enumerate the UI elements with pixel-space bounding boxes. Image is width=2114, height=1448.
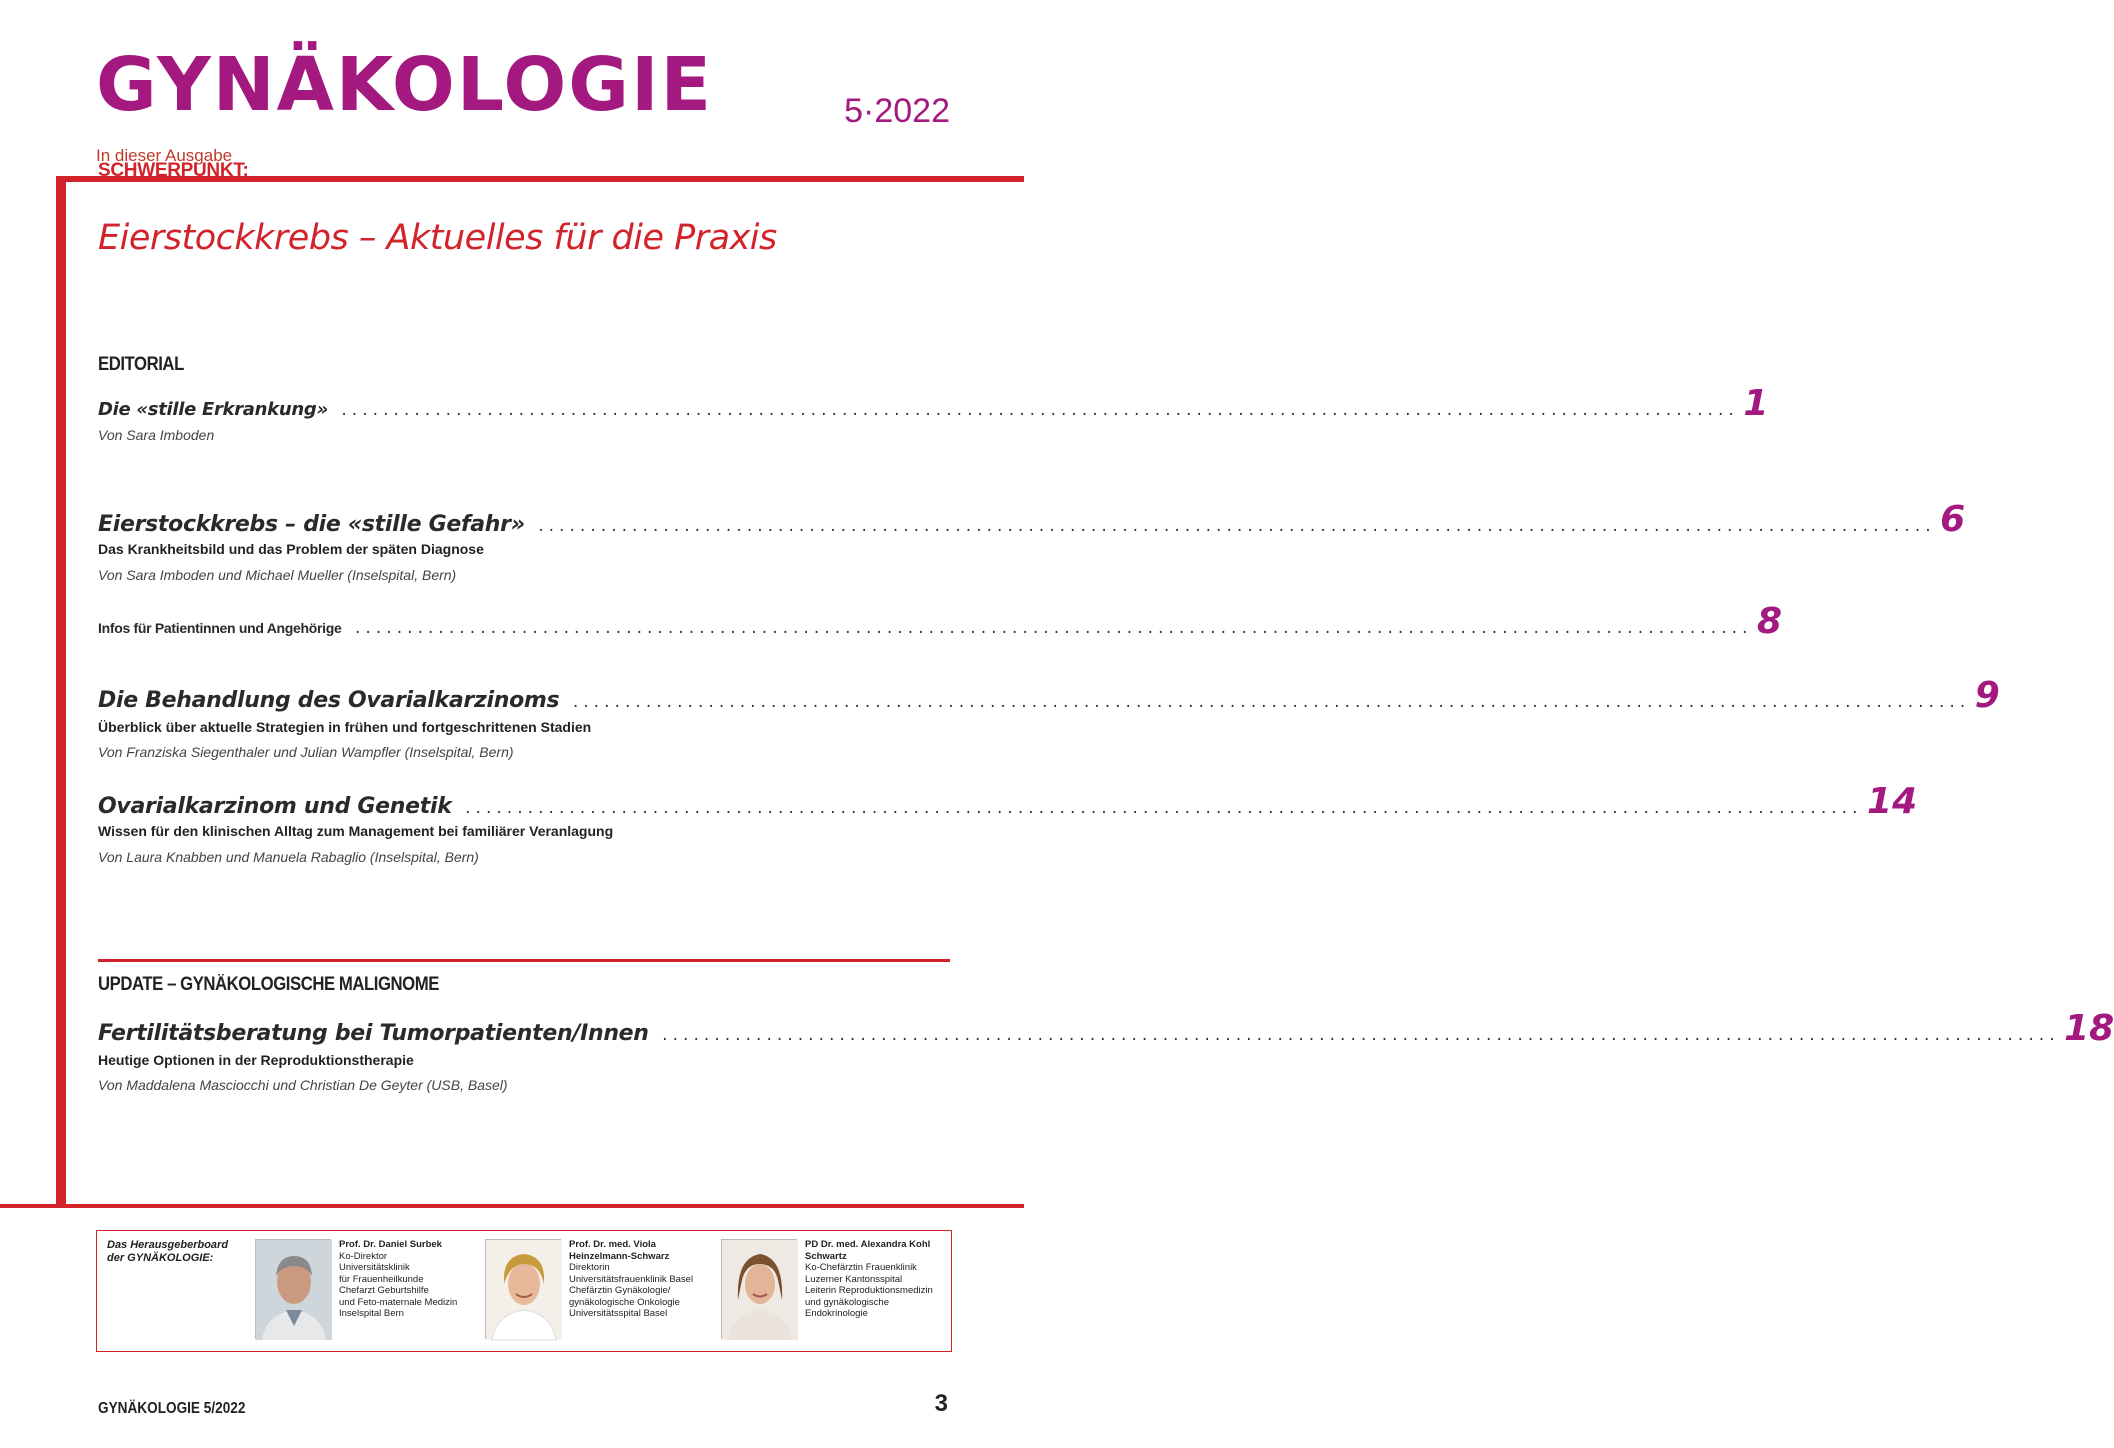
dot-leader: ......................................................................................................................................: [353, 621, 1751, 637]
board-member-role: Inselspital Bern: [339, 1308, 404, 1319]
issue-subtitle: In dieser Ausgabe: [96, 146, 233, 165]
toc-entry-subtitle: Wissen für den klinischen Alltag zum Management bei familiärer Veranlagung: [98, 823, 614, 839]
portrait-photo: [255, 1239, 331, 1339]
board-member-role: Universitätsfrauenklinik Basel: [569, 1273, 694, 1285]
toc-entry-subtitle: Überblick über aktuelle Strategien in frühen und fortgeschrittenen Stadien: [98, 719, 592, 735]
toc-entry-author: Von Maddalena Masciocchi und Christian De Geyter (USB, Basel): [98, 1077, 508, 1093]
toc-entry-title: Die «stille Erkrankung»: [98, 399, 328, 420]
board-member-role: Universitätsspital Basel: [569, 1308, 668, 1319]
board-member-role: Chefärztin Gynäkologie/: [569, 1285, 671, 1296]
portrait-photo: [485, 1239, 561, 1339]
toc-page-number: 18: [2064, 1008, 2114, 1049]
dot-leader: ......................................................................................................................................: [660, 1028, 2059, 1044]
footer-journal-issue: GYNÄKOLOGIE 5/2022: [98, 1400, 246, 1417]
toc-entry-title: Die Behandlung des Ovarialkarzinoms: [98, 688, 560, 713]
board-member-name: Prof. Dr. Daniel Surbek: [339, 1239, 442, 1250]
issue-number: 5·2022: [844, 92, 950, 130]
board-member-role: Universitätsklinik: [339, 1262, 410, 1273]
dot-leader: ......................................................................................................................................: [536, 519, 1935, 535]
toc-entry-editorial[interactable]: [98, 383, 1769, 424]
board-member-role: und Feto-maternale Medizin: [339, 1296, 458, 1308]
update-section-rule: [98, 959, 950, 962]
toc-entry-author: Von Sara Imboden: [98, 427, 215, 443]
journal-title: GYNÄKOLOGIE: [96, 42, 714, 128]
toc-page-number: 8: [1756, 601, 1783, 642]
toc-entry-author: Von Laura Knabben und Manuela Rabaglio (Inselspital, Bern): [98, 849, 479, 865]
toc-entry-article[interactable]: [98, 601, 1783, 642]
toc-entry-author: Von Sara Imboden und Michael Mueller (Inselspital, Bern): [98, 567, 457, 583]
footer-page-number: 3: [934, 1390, 948, 1417]
board-member-name: PD Dr. med. Alexandra Kohl Schwartz: [805, 1239, 931, 1262]
frame-bottom-rule: [0, 1204, 1024, 1208]
toc-entry-title: Infos für Patientinnen und Angehörige: [98, 620, 342, 636]
toc-entry-subtitle: Das Krankheitsbild und das Problem der späten Diagnose: [98, 541, 484, 557]
dot-leader: ......................................................................................................................................: [339, 403, 1738, 419]
board-member-role: Leiterin Reproduktionsmedizin: [805, 1285, 933, 1296]
board-member-name: Prof. Dr. med. Viola Heinzelmann-Schwarz: [569, 1239, 670, 1262]
editorial-board-box: [96, 1230, 952, 1352]
board-member-role: Chefarzt Geburtshilfe: [339, 1285, 429, 1296]
board-member-role: für Frauenheilkunde: [339, 1273, 424, 1285]
board-member-role: gynäkologische Onkologie: [569, 1296, 680, 1308]
toc-entry-title: Ovarialkarzinom und Genetik: [98, 794, 452, 819]
toc-page-number: 9: [1974, 675, 2000, 716]
dot-leader: ......................................................................................................................................: [463, 801, 1862, 817]
board-label: Das Herausgeberboard der GYNÄKOLOGIE:: [107, 1239, 229, 1264]
toc-entry-title: Eierstockkrebs – die «stille Gefahr»: [98, 512, 525, 537]
board-member-role: Luzerner Kantonsspital: [805, 1273, 903, 1285]
focus-title: Eierstockkrebs – Aktuelles für die Praxis: [98, 218, 777, 258]
portrait-photo: [721, 1239, 797, 1339]
toc-page-number: 6: [1940, 499, 1966, 540]
toc-entry-title: Fertilitätsberatung bei Tumorpatienten/Innen: [98, 1021, 649, 1046]
toc-page-number: 14: [1867, 781, 1918, 822]
toc-entry-author: Von Franziska Siegenthaler und Julian Wampfler (Inselspital, Bern): [98, 744, 514, 760]
board-member-role: Ko-Direktor: [339, 1250, 388, 1262]
toc-entry-article[interactable]: [98, 781, 1918, 822]
update-heading: UPDATE – GYNÄKOLOGISCHE MALIGNOME: [98, 974, 439, 995]
toc-entry-article[interactable]: [98, 675, 2000, 716]
board-member-role: und gynäkologische: [805, 1296, 889, 1308]
frame-left-rule: [56, 176, 66, 1208]
dot-leader: ......................................................................................................................................: [571, 695, 1969, 711]
editorial-heading: EDITORIAL: [98, 354, 184, 375]
toc-entry-subtitle: Heutige Optionen in der Reproduktionstherapie: [98, 1052, 414, 1068]
board-member-role: Ko-Chefärztin Frauenklinik: [805, 1262, 917, 1273]
focus-kicker: SCHWERPUNKT:: [98, 160, 249, 181]
board-member-role: Direktorin: [569, 1262, 610, 1273]
toc-entry-update[interactable]: [98, 1008, 2114, 1049]
toc-page-number: 1: [1743, 383, 1769, 424]
board-member-role: Endokrinologie: [805, 1308, 868, 1319]
toc-entry-article[interactable]: [98, 499, 1966, 540]
